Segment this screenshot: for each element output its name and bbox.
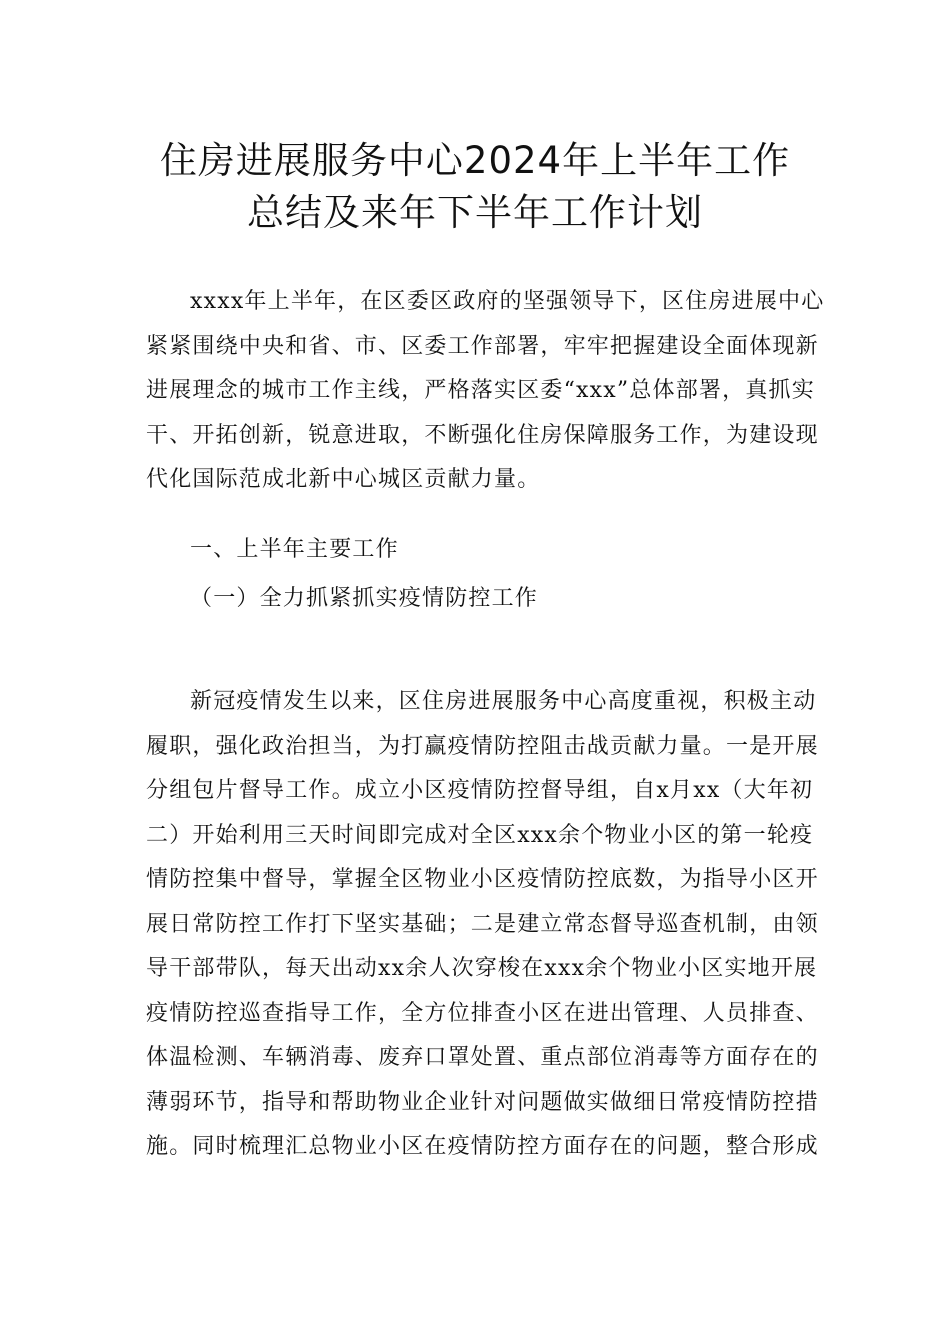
section-heading (146, 528, 806, 573)
document-title-line-1: 住房进展服务中心2024年上半年工作 (159, 139, 791, 182)
subheading-text: （一）全力抓紧抓实疫情防控工作 (190, 586, 539, 611)
paragraph-line: 二）开始利用三天时间即完成对全区xxx余个物业小区的第一轮疫 (146, 822, 814, 848)
paragraph-line: 情防控集中督导，掌握全区物业小区疫情防控底数，为指导小区开 (146, 867, 819, 892)
paragraph-line: 体温检测、车辆消毒、废弃口罩处置、重点部位消毒等方面存在的 (146, 1045, 819, 1070)
paragraph-line: 紧紧围绕中央和省、市、区委工作部署，牢牢把握建设全面体现新 (146, 333, 819, 359)
document-title-line-2: 总结及来年下半年工作计划 (247, 191, 703, 234)
paragraph-line: 代化国际范成北新中心城区贡献力量。 (146, 467, 541, 492)
paragraph-line: 履职，强化政治担当，为打赢疫情防控阻击战贡献力量。一是开展 (146, 733, 819, 759)
paragraph-line: xxxx年上半年，在区委区政府的坚强领导下，区住房进展中心 (190, 289, 825, 314)
paragraph-line: 展日常防控工作打下坚实基础；二是建立常态督导巡查机制，由领 (146, 911, 819, 937)
paragraph-line: 干、开拓创新，锐意进取，不断强化住房保障服务工作，为建设现 (146, 422, 819, 448)
paragraph-epidemic (146, 680, 819, 1170)
paragraph-line: 导干部带队，每天出动xx余人次穿梭在xxx余个物业小区实地开展 (146, 956, 818, 981)
paragraph-line: 新冠疫情发生以来，区住房进展服务中心高度重视，积极主动 (190, 689, 817, 714)
paragraph-line: 施。同时梳理汇总物业小区在疫情防控方面存在的问题，整合形成 (146, 1134, 819, 1159)
paragraph-line: 进展理念的城市工作主线，严格落实区委“xxx”总体部署，真抓实 (146, 378, 815, 403)
paragraph-line: 薄弱环节，指导和帮助物业企业针对问题做实做细日常疫情防控措 (146, 1089, 819, 1115)
paragraph-intro (146, 280, 825, 503)
paragraph-line: 疫情防控巡查指导工作，全方位排查小区在进出管理、人员排查、 (146, 1000, 819, 1026)
subsection-heading (146, 577, 806, 622)
heading-text: 一、上半年主要工作 (190, 537, 399, 562)
paragraph-line: 分组包片督导工作。成立小区疫情防控督导组，自x月xx（大年初 (146, 778, 814, 803)
